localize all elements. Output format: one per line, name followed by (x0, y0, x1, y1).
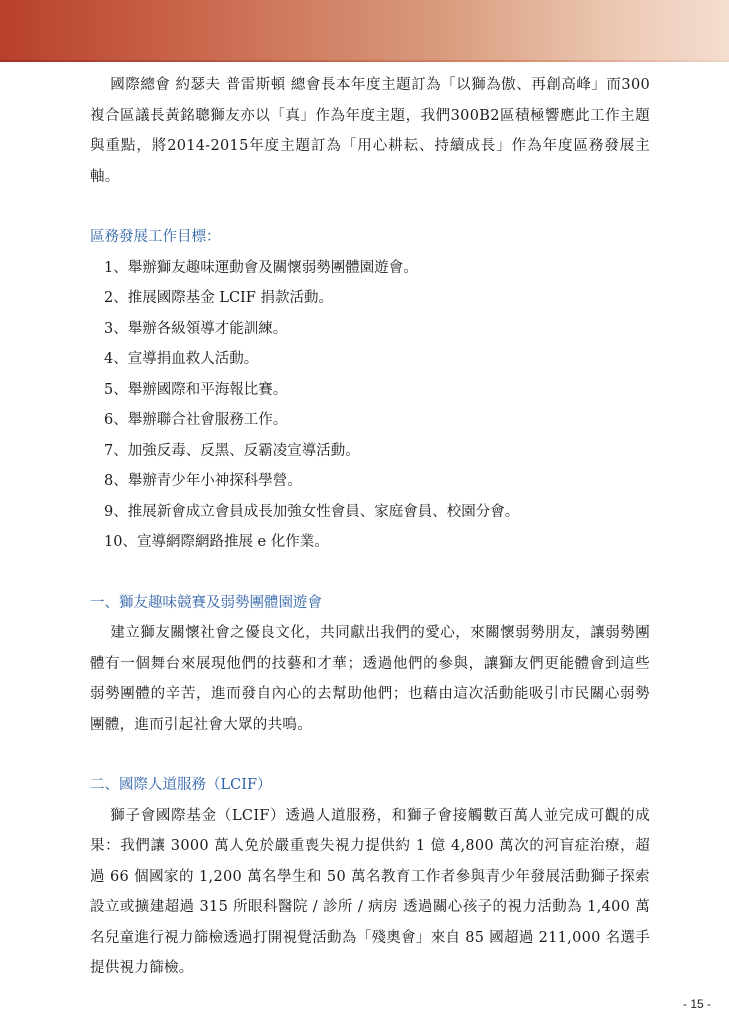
section2-heading: 二、國際人道服務（LCIF） (90, 777, 272, 793)
page-number: - 15 - (682, 997, 711, 1011)
list-item: 5、舉辦國際和平海報比賽。 (104, 381, 288, 398)
document-body (90, 70, 650, 984)
intro-paragraph: 國際總會 約瑟夫 普雷斯頓 總會長本年度主題訂為「以獅為傲、再創高峰」而300複合區議長黃銘聰獅友亦以「真」作為年度主題，我們300B2區積極響應此工作主題與重點，將2014-2015年度主題訂為「用心耕耘、持續成長」作為年度區務發展主軸。 (90, 77, 650, 185)
goals-list (90, 253, 650, 558)
list-item: 3、舉辦各級領導才能訓練。 (104, 320, 288, 337)
list-item: 2、推展國際基金 LCIF 捐款活動。 (104, 290, 333, 306)
list-item: 7、加強反毒、反黑、反霸凌宣導活動。 (104, 442, 360, 459)
list-item: 10、宣導網際網路推展 e 化作業。 (104, 534, 329, 550)
goals-heading: 區務發展工作目標： (90, 229, 221, 245)
list-item: 8、舉辦青少年小神探科學營。 (104, 473, 302, 489)
section2-paragraph: 獅子會國際基金（LCIF）透過人道服務，和獅子會接觸數百萬人並完成可觀的成果：我們讓 3000 萬人免於嚴重喪失視力提供約 1 億 4,800 萬次的河盲症治療，超過 66 個國家的 1,200 萬名學生和 50 萬名教育工作者參與青少年發展活動獅子探索設立或擴建超過 315 所眼科醫院 / 診所 / 病房 透過關心孩子的視力活動為 1,400 萬名兒童進行視力篩檢透過打開視覺活動為「殘奧會」來自 85 國超過 211,000 名選手提供視力篩檢。 (90, 807, 650, 976)
list-item: 1、舉辦獅友趣味運動會及關懷弱勢團體園遊會。 (104, 259, 418, 276)
list-item: 4、宣導捐血救人活動。 (104, 351, 259, 367)
section1-heading: 一、獅友趣味競賽及弱勢團體園遊會 (90, 594, 322, 611)
header-banner (0, 0, 729, 60)
list-item: 9、推展新會成立會員成長加強女性會員、家庭會員、校園分會。 (104, 503, 520, 520)
header-divider (0, 60, 729, 62)
list-item: 6、舉辦聯合社會服務工作。 (104, 412, 288, 428)
section1-paragraph: 建立獅友關懷社會之優良文化，共同獻出我們的愛心，來關懷弱勢朋友，讓弱勢團體有一個舞台來展現他們的技藝和才華；透過他們的參與，讓獅友們更能體會到這些弱勢團體的辛苦，進而發自內心的去幫助他們；也藉由這次活動能吸引市民關心弱勢團體，進而引起社會大眾的共鳴。 (90, 625, 650, 733)
